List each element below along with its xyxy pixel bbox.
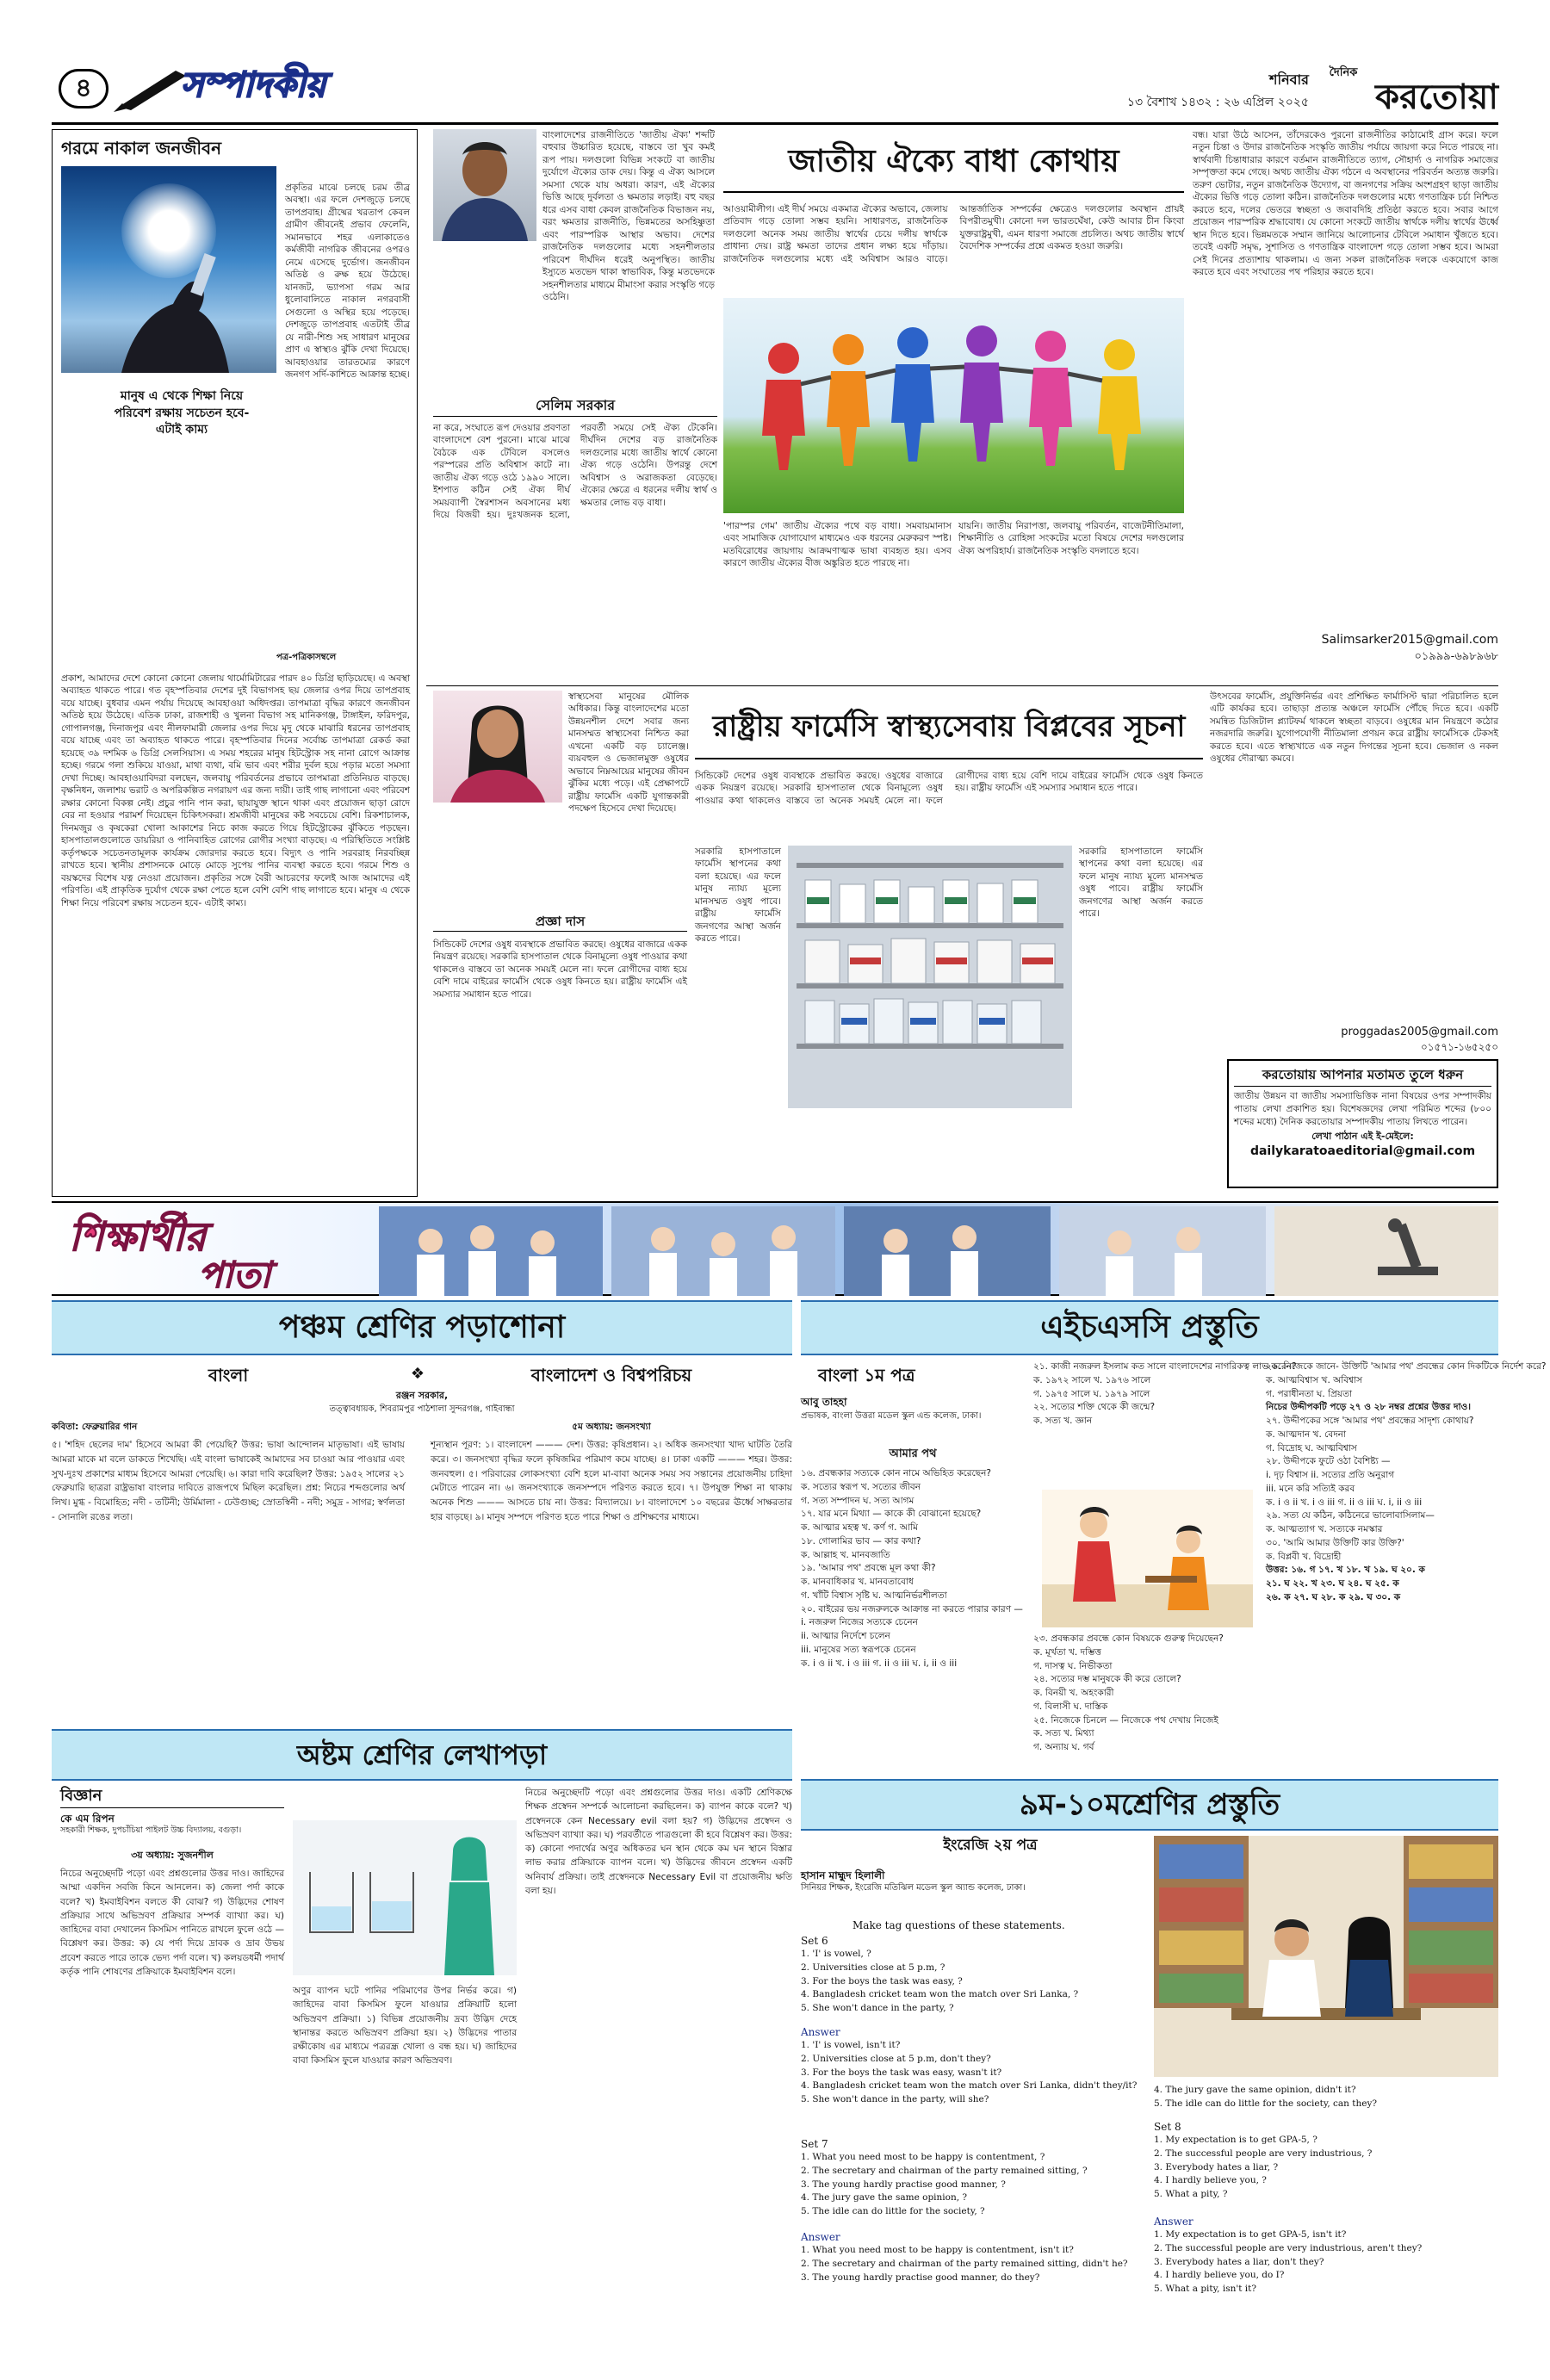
class5-teacher: রঞ্জন সরকার, [395,1390,449,1401]
hsc-mcq-line: ক. মানবাধিকার খ. মানবতাবোধ [801,1577,914,1587]
ssc-set7-answers [801,2244,1145,2321]
teacher-student-illustration [1042,1490,1253,1627]
ssc-answer: 4. The jury gave the same opinion, didn't it? [1154,2085,1356,2095]
hsc-mcq-line: iii. মনে করি সত্যিই করব [1266,1483,1355,1494]
class5-title: পঞ্চম শ্রেণির পড়াশোনা [52,1300,792,1355]
hsc-mcq-mid [1033,1360,1297,1484]
unity-col3: আওয়ামীলীগ। এই দীর্ঘ সময়ে একমাত্র ঐক্যের অভাবে, জেলায় প্রতিবাদ গড়ে তোলা সম্ভব হয়নি। সাধারণত, রাজনৈতিক দলগুলো অনেক সময় জাতীয় স্বার্থের চেয়ে দলীয় স্বার্থকে প্রাধান্য দেয়। রাষ্ট্র ক্ষমতা তাদের প্রধান লক্ষ্য হয়ে দাঁড়ায়। রাজনৈতিক দলগুলোর মধ্যে এই অবিশ্বাস আরও বাড়ে। আন্তর্জাতিক সম্পর্কের ক্ষেত্রেও দলগুলোর অবস্থান প্রায়ই বিপরীতমুখী। কোনো দল ভারতঘেঁষা, কেউ আবার চীন কিংবা যুক্তরাষ্ট্রমুখী, এমন ধারণা সমাজে প্রচলিত। অথচ জাতীয় স্বার্থে বৈদেশিক সম্পর্কের প্রশ্নে একমত হওয়া জরুরি। [723,204,1184,264]
hsc-mcq-line: ২৩. প্রবন্ধকার প্রবন্ধে কোন বিষয়কে গুরুত্ব দিয়েছেন? [1033,1633,1224,1644]
hsc-mcq-line: ক. আত্মবিশ্বাস খ. অবিশ্বাস [1266,1374,1363,1385]
banner-title-2: পাতা [198,1254,271,1296]
ssc-set6-questions [801,1948,1145,2025]
drinking-water-photo [61,166,276,373]
ssc-set6-answers [801,2039,1145,2134]
banner-title-1: শিক্ষার্থীর [69,1213,207,1260]
library-students-scene [1154,1836,1498,2077]
pharmacy-col3b: সরকারি হাসপাতালে ফার্মেসি স্থাপনের কথা বলা হয়েছে। এর ফলে মানুষ ন্যায্য মূল্যে মানসম্মত ওষুধ পাবে। রাষ্ট্রীয় ফার্মেসি জনগণের আস্থা অর্জন করতে পারে। [1079,846,1203,920]
opinion-box-email[interactable]: dailykaratoaeditorial@gmail.com [1249,1144,1476,1159]
ssc-set6-label: Set 6 [801,1935,828,1947]
header-day: শনিবার [1269,71,1309,88]
hsc-subject: বাংলা ১ম পত্র [818,1365,915,1385]
ssc-set8-label: Set 8 [1154,2121,1181,2133]
medicine-shelves [788,846,1072,1108]
ssc-set8-questions [1154,2134,1498,2211]
ssc-question: 1. What you need most to be happy is contentment, ? [801,2152,1045,2162]
class5-chapter-left: কবিতা: ফেব্রুয়ারির গান [52,1422,138,1432]
hsc-mcq-line: ১৯. 'আমার পথ' প্রবন্ধে মূল কথা কী? [801,1563,936,1574]
opinion-box [1227,1059,1498,1188]
hsc-mcq-line: ক. বিপ্লবী খ. বিদ্রোহী [1266,1551,1342,1562]
hsc-mcq-line: ৩০. 'আমি আমার উক্তিটি কার উক্তি?' [1266,1537,1404,1548]
ssc-question: 3. Everybody hates a liar, ? [1154,2161,1279,2172]
class8-lab-illustration [293,1820,517,1975]
figure-blue [891,327,934,462]
teacher-figure [1073,1507,1116,1602]
pharmacy-col3: সরকারি হাসপাতালে ফার্মেসি স্থাপনের কথা বলা হয়েছে। এর ফলে মানুষ ন্যায্য মূল্যে মানসম্মত ওষুধ পাবে। রাষ্ট্রীয় ফার্মেসি জনগণের আস্থা অর্জন করতে পারে। [695,846,781,945]
hsc-mcq-line: ১৬. প্রবন্ধকার সত্যকে কোন নামে অভিহিত করেছেন? [801,1468,991,1478]
left-byline: পত্র-পত্রিকাসম্বলে [276,653,337,662]
unity-article [426,129,1498,680]
figure-orange [827,334,870,466]
class5-school: তত্ত্বাবধায়ক, শিবরামপুর পাঠশালা সুন্দরগঞ্জ, গাইবান্ধা [329,1404,515,1414]
unity-email[interactable]: Salimsarker2015@gmail.com [1321,633,1498,647]
ssc-question: 1. My expectation is to get GPA-5, ? [1154,2135,1318,2145]
author-photo-selim [433,129,536,241]
ssc-question: 5. The idle can do little for the society, ? [801,2206,985,2216]
hsc-mcq-line: ক. সত্যের স্বরূপ খ. সত্যের জীবন [801,1481,921,1492]
ssc-set7-questions [801,2151,1145,2228]
ssc-question: 3. For the boys the task was easy, ? [801,1975,963,1986]
hsc-section [801,1360,1547,1774]
hsc-title: এইচএসসি প্রস্তুতি [801,1300,1498,1355]
hsc-answer-line: ২১. ঘ ২২. খ ২৩. ঘ ২৪. ঘ ২৫. ক [1266,1578,1399,1589]
class8-col3: নিচের অনুচ্ছেদটি পড়ো এবং প্রশ্নগুলোর উত্তর দাও। একটি শ্রেণিকক্ষে শিক্ষক প্রস্বেদন সম্পর্কে আলোচনা করছিলেন। ক) ব্যাপন কাকে বলে? খ) প্রস্বেদনকে কেন Necessary evil বলা হয়? গ) উদ্ভিদের প্রস্বেদন ও অভিস্রবণ ব্যাখ্যা কর। ঘ) পরবর্তীতে পাত্রগুলো কী হবে বিশ্লেষণ কর। উত্তর: ক) কোনো পদার্থের অণুর অধিকতর ঘন স্থান থেকে কম ঘন স্থানে বিস্তার লাভ করার প্রক্রিয়াকে ব্যাপন বলে। খ) উদ্ভিদের জীবনে প্রস্বেদন একটি অনিবার্য প্রক্রিয়া। তাই প্রস্বেদনকে Necessary Evil বা প্রয়োজনীয় ক্ষতি বলা হয়। [525,1788,792,1896]
hsc-answer-line: ২৬. ক ২৭. ঘ ২৮. ক ২৯. ঘ ৩০. ক [1266,1591,1401,1602]
hsc-mcq-line: ক. মূর্খতা খ. দম্ভিত্ত [1033,1646,1101,1658]
hsc-mcq-line: ২৭. উদ্দীপকের সঙ্গে 'আমার পথ' প্রবন্ধের সাদৃশ্য কোথায়? [1266,1416,1474,1426]
hsc-teacher: আবু তাহহা [801,1396,847,1408]
ssc-title: ৯ম-১০মশ্রেণির প্রস্তুতি [801,1779,1498,1831]
hsc-mcq-line: ক. ১৯৭২ সালে খ. ১৯৭৬ সালে [1033,1374,1151,1385]
ssc-answer: 2. The secretary and chairman of the party remained sitting, didn't he? [801,2258,1128,2269]
ssc-school: সিনিয়র শিক্ষক, ইংরেজি মতিঝিল মডেল স্কুল অ্যান্ড কলেজ, ঢাকা। [801,1883,1026,1893]
class5-left-body: ৫। 'শহিদ ছেলের দাম' হিসেবে আমরা কী পেয়েছি? উত্তর: ভাষা আন্দোলন মাতৃভাষা। এই ভাষায় আমরা মাকে মা বলে ডাকতে শিখেছি। এই বাংলা ভাষাকেই আমাদের সব চাওয়া আর পাওয়ার এবং সুখ-দুঃখ প্রকাশের মাধ্যম হিসেবে আমরা পেয়েছি। ৬। কারা দাবি করেছিল? উত্তর: ১৯৫২ সালের ২১ ফেব্রুয়ারি ছাত্ররা রাষ্ট্রভাষা বাংলার দাবিতে রাজপথে মিছিল করেছিল। প্রশ্ন: নিচের শব্দগুলোর অর্থ লিখ। মুগ্ধ - বিমোহিত; নদী - তটিনী; উর্মিমালা - ঢেউগুচ্ছ; স্রোতস্বিনী - নদী; সমুদ্র - সাগর; স্বর্ণলতা - সোনালি রঙের লতা। [52,1440,405,1522]
unity-col1: বাংলাদেশের রাজনীতিতে 'জাতীয় ঐক্য' শব্দটি বহুবার উচ্চারিত হয়েছে, বাস্তবে তা খুব কমই রূপ পায়। দলগুলো বিভিন্ন সংকটে বা জাতীয় দুর্যোগে ঐক্যের ডাক দেয়। কিন্তু এ ঐক্য আসলে সমস্যা থেকে যায় অধরা। কারণ, এই ঐক্যের ভিত্তি আছে দুর্বলতা ও ক্ষমতার লড়াই। বহু বছর ধরে এসব বাধা কেবল রাজনৈতিক বিভাজন নয়, বরং ক্ষমতার রাজনীতি, ভিন্নমতের অসহিষ্ণুতা এবং পারস্পরিক আস্থার অভাব। দেশের রাজনৈতিক দলগুলোর মধ্যে সহনশীলতার পরিবেশ দীর্ঘদিন ধরেই অনুপস্থিত। জাতীয় ইস্যুতে মতভেদ থাকা স্বাভাবিক, কিন্তু মতভেদকে সহনশীলতার মাধ্যমে মীমাংসা করার সংস্কৃতি গড়ে ওঠেনি। [542,130,715,303]
page-number-badge: ৪ [59,69,108,108]
pharmacy-shelves-photo [788,846,1072,1108]
hsc-mcq-line: ক. i ও ii খ. i ও iii গ. ii ও iii ঘ. i, ii ও iii [801,1658,958,1669]
ssc-answer: 3. The young hardly practise good manner, do they? [801,2272,1040,2283]
hsc-mcq-mid-lower [1033,1633,1259,1770]
hsc-mcq-line: ২২. সত্যের শক্তি থেকে কী জন্মে? [1033,1402,1156,1413]
opinion-box-title: করতোয়ায় আপনার মতামত তুলে ধরুন [1234,1066,1491,1087]
header-rule [52,122,1498,125]
hsc-mcq-line: ২৯. সত্য যে কঠিন, কঠিনেরে ভালোবাসিলাম— [1266,1510,1435,1522]
pharmacy-col2: সিন্ডিকেট দেশের ওষুধ ব্যবস্থাকে প্রভাবিত করছে। ওষুধের বাজারে একক নিয়ন্ত্রণ রয়েছে। সরকারি হাসপাতাল থেকে বিনামূল্যে ওষুধ পাওয়ার কথা থাকলেও বাস্তবে তা অনেক সময়ই মেলে না। ফলে রোগীদের বাধ্য হয়ে বেশি দামে বাইরের ফার্মেসি থেকে ওষুধ কিনতে হয়। রাষ্ট্রীয় ফার্মেসি এই সমস্যার সমাধান হতে পারে। [695,771,1203,806]
opinion-box-footer: লেখা পাঠান এই ই-মেইলে: [1311,1131,1414,1143]
pharmacy-title: রাষ্ট্রীয় ফার্মেসি স্বাস্থ্যসেবায় বিপ্লবের সূচনা [695,708,1203,759]
unity-col6: যায়নি। জাতীয় নিরাপত্তা, জলবায়ু পরিবর্তন, বাজেটনীতিমালা, শিক্ষানীতি ও রোহিঙ্গা সংকটের মতো বিষয়ে দেশের দলগুলোর ঐক্য অপরিহার্য। রাজনৈতিক সংস্কৃতি বদলাতে হবে। [958,521,1184,556]
ssc-question: 5. What a pity, ? [1154,2189,1228,2199]
class8-school: সহকারী শিক্ষক, দুপচাঁচিয়া পাইলট উচ্চ বিদ্যালয়, বগুড়া। [60,1825,242,1835]
pen-icon [114,65,191,112]
student-girl [1345,1917,1393,2017]
hsc-mcq-line: গ. খাঁটি বিশ্বাস সৃষ্টি ঘ. আত্মনির্ভরশীলতা [801,1590,947,1601]
left-editorial-side-text: প্রকৃতির মাঝে চলছে চরম তীব্র অবস্থা। এর ফলে দেশজুড়ে চলছে তাপপ্রবাহ। গ্রীষ্মের খরতাপ কেবল গ্রামীণ জীবনেই প্রভাব ফেলেনি, সমানভাবে শহর এলাকাতেও কর্মজীবী নাগরিক জীবনের ওপরও নেমে এসেছে দুর্ভোগ। জনজীবন অতিষ্ঠ ও রুক্ষ হয়ে উঠেছে। যানজট, ভ্যাপসা গরম আর ধুলোবালিতে নাকাল নগরবাসী সেগুলো ও অস্থির হয়ে পড়েছে। দেশজুড়ে তাপপ্রবাহ এতটাই তীব্র যে নারী-শিশু সহ সাধারণ মানুষের প্রাণ এ স্বাস্থ্যও ঝুঁকি দেখা দিয়েছে। আবহাওয়ার তারতম্যের কারণে জনগণ সর্দি-কাশিতে আক্রান্ত হচ্ছে। [285,183,410,381]
hsc-mcq-line: ২৬. নিজেকে জানে- উক্তিটি 'আমার পথ' প্রবন্ধের কোন দিকটিকে নির্দেশ করে? [1266,1361,1547,1372]
ssc-question: 1. 'I' is vowel, ? [801,1949,871,1959]
ssc-answer: 3. Everybody hates a liar, don't they? [1154,2256,1324,2267]
class8-section [52,1786,792,2371]
ssc-set8-answers [1154,2228,1498,2311]
ssc-question: 2. Universities close at 5 p.m, ? [801,1962,946,1973]
pharmacy-phone: ০১৫৭১-১৬৫২৫০ [1420,1041,1498,1053]
unity-people-illustration [723,298,1184,513]
person-silhouette [96,244,242,373]
experiment-illustration [293,1820,517,1975]
pharmacy-email[interactable]: proggadas2005@gmail.com [1341,1026,1498,1038]
class8-chapter: ৩য় অধ্যায়: সুজনশীল [131,1850,214,1861]
unity-col5: 'পারস্পর গেম' জাতীয় ঐক্যের পথে বড় বাধা। সমবায়মানাস এবং সামাজিক যোগাযোগ মাধ্যমেও এক ধরনের মেরুকরণ স্পষ্ট। মতবিরোধের জায়গায় আক্রমণাত্মক ভাষা ব্যবহৃত হয়। এসব কারণে জাতীয় ঐক্যের বীজ অঙ্কুরিত হতে পারছে না। [723,521,952,569]
ssc-answer: 5. The idle can do little for the society, can they? [1154,2098,1378,2109]
hsc-mcq-line: গ. ১৯৭৫ সালে ঘ. ১৯৭৯ সালে [1033,1388,1150,1399]
figure-red [762,343,805,470]
ssc-instruction: Make tag questions of these statements. [852,1919,1065,1931]
ssc-answer-label-2: Answer [801,2231,840,2243]
pull-quote: মানুষ এ থেকে শিক্ষা নিয়ে পরিবেশ রক্ষায় সচেতন হবে- এটাই কাম্য [114,389,250,437]
class8-subject: বিজ্ঞান [60,1786,284,1808]
hsc-mcq-line: ক. সত্য খ. জ্ঞান [1033,1416,1093,1426]
ssc-subject: ইংরেজি ২য় পত্র [943,1837,1038,1854]
hsc-mcq-line: ii. আত্মার নির্দেশে চলেন [801,1631,890,1641]
hsc-mcq-line: ২০. বাইরের ভয় নজরুলকে আক্রান্ত না করতে পারার কারণ — [801,1603,1023,1615]
ssc-answer-label: Answer [801,2026,840,2038]
class5-right-body: শূন্যস্থান পূরণ: ১। বাংলাদেশ ——— দেশ। উত্তর: কৃষিপ্রধান। ২। অধিক জনসংখ্যা খাদ্য ঘাটতি তৈরি করে। ৩। জনসংখ্যা বৃদ্ধির ফলে কৃষিজমির পরিমাণ কমে যাচ্ছে। ৪। ঢাকা একটি ——— শহর। উত্তর: জনবহুল। ৫। পরিবারের লোকসংখ্যা বেশি হলে মা-বাবা অনেক সময় সব সন্তানের প্রয়োজনীয় চাহিদা মেটাতে পারেন না। ৬। জনসংখ্যাকে জনসম্পদে পরিণত করতে হবে। ৭। উপযুক্ত শিক্ষা না থাকায় অনেক শিশু ——— আসতে চায় না। উত্তর: বিদ্যালয়ে। ৮। বাংলাদেশে ১০ বছরের ঊর্ধ্বে সাক্ষরতার হার বাড়ছে। ৯। মানুষ সম্পদে পরিণত হতে পারে শিক্ষা ও প্রশিক্ষণের মাধ্যমে। [431,1440,792,1522]
hsc-mcq-line: নিচের উদ্দীপকটি পড়ে ২৭ ও ২৮ নম্বর প্রশ্নের উত্তর দাও। [1266,1402,1472,1413]
hsc-mcq-left [801,1467,1025,1769]
hsc-mcq-line: ক. আত্মদান খ. বেদনা [1266,1429,1347,1440]
ssc-section [801,1836,1498,2371]
ssc-set7-label: Set 7 [801,2138,828,2150]
hsc-mcq-line: গ. বিদ্রোহ ঘ. আত্মবিশ্বাস [1266,1442,1357,1453]
hsc-mcq-line: ১৭. যার মনে মিথ্যা — কাকে কী বোঝানো হয়েছে? [801,1509,982,1520]
hsc-mcq-line: গ. সত্য সম্পাদন ঘ. সত্য আগম [801,1495,914,1506]
hsc-mcq-line: ১৮. গোলামির ভাব — কার কথা? [801,1535,921,1546]
ssc-answer: 1. My expectation is to get GPA-5, isn't it? [1154,2229,1347,2240]
student-banner [52,1201,1498,1296]
class5-chapter-right: ৫ম অধ্যায়: জনসংখ্যা [572,1422,651,1432]
hsc-mcq-line: গ. দাসত্ব ঘ. নিভীকতা [1033,1660,1113,1671]
ssc-question: 5. She won't dance in the party, ? [801,2003,954,2013]
hsc-school: প্রভাষক, বাংলা উত্তরা মডেল স্কুল এন্ড কলেজ, ঢাকা। [801,1411,982,1421]
author-photo-prodgga [433,691,562,803]
pharmacy-author-name: প্রজ্ঞা দাস [433,913,687,932]
ssc-question: 4. I hardly believe you, ? [1154,2175,1267,2186]
hsc-mcq-line: i. নজরুল নিজের সত্যকে চেনেন [801,1617,918,1628]
diamond-icon: ❖ [410,1365,425,1383]
divider-unity [426,685,1498,686]
figure-pink [1029,331,1072,466]
ssc-answer-label-3: Answer [1154,2216,1194,2228]
ssc-answer: 2. The successful people are very industrious, aren't they? [1154,2242,1423,2253]
unity-title: জাতীয় ঐক্যে বাধা কোথায় [723,141,1184,193]
figure-purple [960,325,1003,462]
figure-yellow [1098,339,1141,470]
pharmacy-lower-text: সিন্ডিকেট দেশের ওষুধ ব্যবস্থাকে প্রভাবিত করছে। ওষুধের বাজারে একক নিয়ন্ত্রণ রয়েছে। সরকারি হাসপাতাল থেকে বিনামূল্যে ওষুধ পাওয়ার কথা থাকলেও বাস্তবে তা অনেক সময়ই মেলে না। ফলে রোগীদের বাধ্য হয়ে বেশি দামে বাইরের ফার্মেসি থেকে ওষুধ কিনতে হয়। রাষ্ট্রীয় ফার্মেসি এই সমস্যার সমাধান হতে পারে। [433,939,687,1000]
hand-in-hand-figures [723,298,1184,513]
unity-author-name: সেলিম সরকার [433,396,717,417]
pharmacy-col4: উৎসবের ফার্মেসি, প্রযুক্তিনির্ভর এবং প্রশিক্ষিত ফার্মাসিস্ট দ্বারা পরিচালিত হলে এটি কার্যকর হবে। তাছাড়া প্রত্যন্ত অঞ্চলে ফার্মেসি পৌঁছে দিতে হবে। একটি সমন্বিত ডিজিটাল প্ল্যাটফর্ম থাকলে স্বচ্ছতা বাড়বে। ওষুধের মান নিয়ন্ত্রণে কঠোর নজরদারি জরুরি। যুগোপযোগী নীতিমালা প্রণয়ন করে রাষ্ট্রীয় ফার্মেসিকে টেকসই করতে হবে। এতে স্বাস্থ্যখাতে এক নতুন দিগন্তের সূচনা হবে। ভেজাল ও নকল ওষুধের দৌরাত্ম্য কমবে। [1210,691,1498,765]
left-editorial-title: গরমে নাকাল জনজীবন [61,138,222,158]
hsc-mcq-line: ক. আত্মত্যাগ খ. সত্যকে নমস্কার [1266,1524,1383,1534]
hsc-mcq-line: ২৮. উদ্দীপকে ফুটে ওঠা বৈশিষ্ট্য — [1266,1456,1391,1467]
class5-right-subject: বাংলাদেশ ও বিশ্বপরিচয় [530,1365,692,1385]
bookshelf [1404,1836,1498,2008]
section-title: সম্পাদকীয় [181,65,326,105]
class8-col1: নিচের অনুচ্ছেদটি পড়ো এবং প্রশ্নগুলোর উত্তর দাও। জাহিদের আম্মা একদিন সবজি কিনে আনলেন। ক) জেলা পর্দা কাকে বলে? খ) ইমবাইবিশন বলতে কী বোঝ? গ) উদ্ভিদের শোষণ প্রক্রিয়ার সাথে অভিস্রবণ প্রক্রিয়ার সম্পর্ক ব্যাখ্যা কর। ঘ) জাহিদের বাবা দেখালেন কিসমিস পানিতে রাখলে ফুলে ওঠে — বিশ্লেষণ কর। উত্তর: ক) যে পর্দা দিয়ে দ্রাবক ও দ্রাব উভয় প্রবেশ করতে পারে তাকে ভেদ্য পর্দা বলে। খ) কলয়ডধর্মী পদার্থ কর্তৃক পানি শোষণের প্রক্রিয়াকে ইমবাইবিশন বলে। [60,1869,284,1977]
pharmacy-col1: স্বাস্থ্যসেবা মানুষের মৌলিক অধিকার। কিন্তু বাংলাদেশের মতো উন্নয়নশীল দেশে সবার জন্য মানসম্মত স্বাস্থ্যসেবা নিশ্চিত করা এখনো একটি বড় চ্যালেঞ্জ। ব্যয়বহুল ও ভেজালমুক্ত ওষুধের অভাবে নিম্নআয়ের মানুষের জীবন ঝুঁকির মধ্যে পড়ে। এই প্রেক্ষাপটে রাষ্ট্রীয় ফার্মেসি একটি যুগান্তকারী পদক্ষেপ হিসেবে দেখা দিয়েছে। [568,691,689,815]
hsc-mcq-line: গ. বিলাসী ঘ. দাস্তিক [1033,1701,1108,1712]
ssc-answer: 1. What you need most to be happy is contentment, isn't it? [801,2245,1074,2255]
header-date: ১৩ বৈশাখ ১৪৩২ : ২৬ এপ্রিল ২০২৫ [1126,96,1309,109]
author-silhouette-female [433,691,562,803]
hsc-mcq-line: গ. পরাধীনতা ঘ. প্রিয়তা [1266,1388,1353,1399]
hsc-mcq-line: iii. মানুষের সত্য স্বরূপকে চেনেন [801,1644,916,1655]
hsc-mcq-right [1266,1360,1547,1774]
students-collage [379,1206,1498,1296]
ssc-answer: 3. For the boys the task was easy, wasn't it? [801,2067,1002,2078]
ssc-answer: 4. I hardly believe you, do I? [1154,2270,1285,2281]
ssc-answer: 2. Universities close at 5 p.m, don't they? [801,2053,991,2064]
ssc-question: 4. Bangladesh cricket team won the match over Sri Lanka, ? [801,1989,1079,2000]
bookshelf [1154,1836,1249,2008]
ssc-teacher: হাসান মাহ্মুদ হিলালী [801,1869,885,1881]
hsc-mcq-line: ক. আত্মার মহত্ব খ. কর্ণ গ. আমি [801,1522,918,1533]
ssc-question: 2. The successful people are very industrious, ? [1154,2148,1373,2159]
masthead [52,62,1498,122]
class5-left-subject: বাংলা [208,1365,249,1385]
author-silhouette [433,129,536,241]
ssc-question: 4. The jury gave the same opinion, ? [801,2192,968,2203]
ssc-answer: 5. What a pity, isn't it? [1154,2284,1256,2294]
hsc-mcq-line: i. দৃঢ় বিশ্বাস ii. সত্যের প্রতি অনুরাগ [1266,1470,1395,1480]
hsc-mcq-line: ক. আল্লাহ খ. মানবজাতি [801,1549,890,1560]
class8-title: অষ্টম শ্রেণির লেখাপড়া [52,1729,792,1781]
opinion-box-body: জাতীয় উন্নয়ন বা জাতীয় সমস্যাভিত্তিক নানা বিষয়ের ওপর সম্পাদকীয় পাতায় লেখা প্রকাশিত হয়। বিশেষজ্ঞদের লেখা পরিমিত শব্দের (৮০০ শব্দের মধ্যে) দৈনিক করতোয়ার সম্পাদকীয় পাতায় লিখতে পারেন। [1234,1091,1491,1127]
ssc-question: 3. The young hardly practise good manner, ? [801,2179,1006,2190]
unity-phone: ০১৯৯৯-৬৯৮৯৬৮ [1414,650,1498,663]
left-editorial [52,129,418,1197]
unity-col4: বন্ধ। যারা উঠে আসেন, তাঁদেরকেও পুরনো রাজনীতির কাঠামোই গ্রাস করে। ফলে নতুন চিন্তা ও উদার রাজনৈতিক সংস্কৃতি জাতীয় পর্যায়ে জায়গা করে নিতে পারছে না। স্বার্থবাদী চিন্তাধারার কারণে বর্তমান রাজনীতিতে ত্যাগ, সৌহার্দ্য ও নাগরিক সমাজের সম্পৃক্ততা কমে গেছে। অথচ জাতীয় ঐক্য গঠনে এ অবস্থানের পরিবর্তন অত্যন্ত জরুরি। তরুণ ভোটার, নতুন রাজনৈতিক উদ্যোগ, বা জনগণের সক্রিয় অংশগ্রহণ ছাড়া জাতীয় ঐক্যের ভিত্তি গড়ে তোলা কঠিন। রাজনৈতিক দলগুলোর মধ্যে গণতান্ত্রিক চর্চা নিশ্চিত করতে হবে, দলের ভেতরে স্বচ্ছতা ও জবাবদিহি প্রতিষ্ঠা করতে হবে। সবার আগে প্রয়োজন পারস্পরিক শ্রদ্ধাবোধ। যে কোনো সংকটে জাতীয় স্বার্থকে দলীয় স্বার্থের ঊর্ধ্বে স্থান দিতে হবে। ভিন্নমতকে সম্মান জানিয়ে আলোচনার টেবিলে সমাধান খুঁজতে হবে। তবেই একটি সমৃদ্ধ, সুশাসিত ও গণতান্ত্রিক বাংলাদেশ গড়ে তোলা সম্ভব হবে। আমরা সেই দিনের প্রত্যাশায় থাকলাম। এ জন্য সকল রাজনৈতিক দলকে একযোগে কাজ করতে হবে এবং সংঘাতের পথ পরিহার করতে হবে। [1193,130,1499,278]
hsc-mcq-line: ২৪. সত্যের দম্ভ মানুষকে কী করে তোলে? [1033,1674,1181,1685]
ssc-right-top [1154,2084,1498,2115]
hsc-mcq-line: ক. বিনয়ী খ. অহংকারী [1033,1688,1114,1698]
unity-col2: না করে, সংঘাতে রূপ দেওয়ার প্রবণতা বাংলাদেশে বেশ পুরনো। মাঝে মাঝে বৈঠকে এক টেবিলে বসলেও পরস্পরের প্রতি অবিশ্বাস কাটে না। জাতীয় ঐক্য গড়ে ওঠে ১৯৯০ সালে। ইশপাত কঠিন সেই ঐক্য দীর্ঘ সময়ব্যাপী স্বৈরশাসন অবসানের মধ্য দিয়ে বিজয়ী হয়। দুঃখজনক হলো, পরবর্তী সময়ে সেই ঐক্য টেকেনি। দীর্ঘদিন দেশের বড় রাজনৈতিক দলগুলোর মধ্যে জাতীয় স্বার্থে কোনো ঐক্য গড়ে ওঠেনি। উপরন্তু দেশে অবিশ্বাস ও অরাজকতা বেড়েছে। ঐক্যের ক্ষেত্রে এ ধরনের দলীয় স্বার্থ ও ক্ষমতার লোভ বড় বাধা। [433,423,717,521]
hsc-mcq-line: ২৫. নিজেকে চিনলে — নিজেকে পথ দেখায় নিজেই [1033,1714,1218,1726]
hsc-mcq-line: ২১. কাজী নজরুল ইসলাম কত সালে বাংলাদেশের নাগরিকত্ব লাভ করেন? [1033,1361,1297,1372]
ssc-answer: 4. Bangladesh cricket team won the match over Sri Lanka, didn't they/it? [801,2080,1138,2092]
hsc-chapter: আমার পথ [889,1447,937,1460]
class8-teacher: কে এম রিপন [60,1813,115,1825]
ssc-question: 2. The secretary and chairman of the party remained sitting, ? [801,2165,1088,2176]
ssc-answer: 5. She won't dance in the party, will she? [801,2094,989,2104]
class5-section [52,1360,792,1722]
left-editorial-body: প্রকাশ, আমাদের দেশে কোনো কোনো জেলায় থার্মোমিটারের পারদ ৪০ ডিগ্রি ছাড়িয়েছে। এ অবস্থা অব্যাহত থাকতে পারে। গত বৃহস্পতিবার দেশের দুই বিভাগসহ ছয় জেলার ওপর দিয়ে তাপপ্রবাহ বয়ে যাচ্ছে। বুধবার এমন পর্যায় দিয়েছে আবহাওয়া অধিদপ্তর। তাপমাত্রা বৃদ্ধির কারণে জনজীবন অতিষ্ঠ হয়ে উঠেছে। এতিক ঢাকা, রাজশাহী ও খুলনা বিভাগ সহ মানিকগঞ্জ, টাঙ্গাইল, ফরিদপুর, গোপালগঞ্জ, দিনাজপুর এবং নীলফামারী জেলার ওপর দিয়ে মৃদু থেকে মাঝারি ধরনের তাপপ্রবাহ বয়ে যাচ্ছে এবং তা অব্যাহত থাকতে পারে। বৃহস্পতিবার দিনের সর্বোচ্চ তাপমাত্রা রেকর্ড করা হয়েছে ৩৯ দশমিক ৬ ডিগ্রি সেলসিয়াস। এ সময় শহরের মানুষ হিটস্ট্রোক সহ নানা রোগে আক্রান্ত হচ্ছে। গরমে গলা শুকিয়ে যাওয়া, মাথা ব্যথা, বমি ভাব এবং শরীর দুর্বল হয়ে পড়ার মতো সমস্যা দেখা দিচ্ছে। আবহাওয়াবিদরা বলছেন, জলবায়ু পরিবর্তনের প্রভাবে তাপমাত্রা প্রতিনিয়ত বাড়ছে। বৃক্ষনিধন, জলাশয় ভরাট ও অপরিকল্পিত নগরায়ণ এর জন্য দায়ী। তাই গাছ লাগানো এবং পরিবেশ রক্ষার কোনো বিকল্প নেই। প্রচুর পানি পান করা, ছায়াযুক্ত স্থানে থাকা এবং প্রয়োজন ছাড়া রোদে বের না হওয়ার পরামর্শ দিয়েছেন চিকিৎসকরা। শ্রমজীবী মানুষের কষ্ট সবচেয়ে বেশি। রিকশাচালক, দিনমজুর ও কৃষকেরা খোলা আকাশের নিচে কাজ করতে গিয়ে হিটস্ট্রোকের ঝুঁকিতে পড়ছেন। হাসপাতালগুলোতে ডায়রিয়া ও পানিবাহিত রোগের রোগীর সংখ্যা বাড়ছে। এ পরিস্থিতিতে সংশ্লিষ্ট কর্তৃপক্ষকে সচেতনতামূলক কার্যক্রম জোরদার করতে হবে। বিদ্যুৎ ও পানি সরবরাহ নিরবচ্ছিন্ন রাখতে হবে। স্থানীয় প্রশাসনকে মোড়ে মোড়ে সুপেয় পানির ব্যবস্থা করতে হবে। গরমে শিশু ও বয়স্কদের বিশেষ যত্ন নেওয়া প্রয়োজন। প্রকৃতির সঙ্গে বৈরী আচরণের ফলেই আজ আমাদের এই পরিণতি। এই প্রাকৃতিক দুর্যোগ থেকে রক্ষা পেতে হলে বেশি বেশি গাছ লাগাতে হবে। মানুষ এ থেকে শিক্ষা নিয়ে পরিবেশ রক্ষায় সচেতন হবে- এটাই কাম্য। [61,673,410,908]
hsc-classroom-illustration [1042,1490,1253,1627]
ssc-answer: 1. 'I' is vowel, isn't it? [801,2040,901,2050]
hsc-answer-line: উত্তর: ১৬. গ ১৭. খ ১৮. খ ১৯. ঘ ২০. ক [1266,1565,1425,1576]
class8-col2: অণুর ব্যাপন ঘটে পানির পরিমাণের উপর নির্ভর করে। গ) জাহিদের বাবা কিসমিস ফুলে যাওয়ার প্রক্রিয়াটি হলো অভিস্রবণ প্রক্রিয়া। ১) বিভিন্ন প্রয়োজনীয় দ্রব্য উদ্ভিদ দেহে স্থানান্তর করতে অভিস্রবণ প্রক্রিয়া হয়। ২) উদ্ভিদের পাতার রক্ষীকোষ এর মাধ্যমে পত্ররন্ধ্র খোলা ও বন্ধ হয়। ঘ) জাহিদের বাবা কিসমিস ফুলে যাওয়ার কারণ অভিস্রবণ। [293,1986,517,2067]
hsc-mcq-line: ক. সত্য খ. মিথ্যা [1033,1728,1094,1739]
ssc-students-photo [1154,1836,1498,2077]
hsc-mcq-line: গ. অন্যায় ঘ. গর্ব [1033,1742,1094,1752]
paper-name: করতোয়া [1375,77,1498,117]
hsc-mcq-line: ক. i ও ii খ. i ও iii গ. ii ও iii ঘ. i, ii ও iii [1266,1497,1423,1508]
paper-name-small: দৈনিক [1329,66,1358,79]
